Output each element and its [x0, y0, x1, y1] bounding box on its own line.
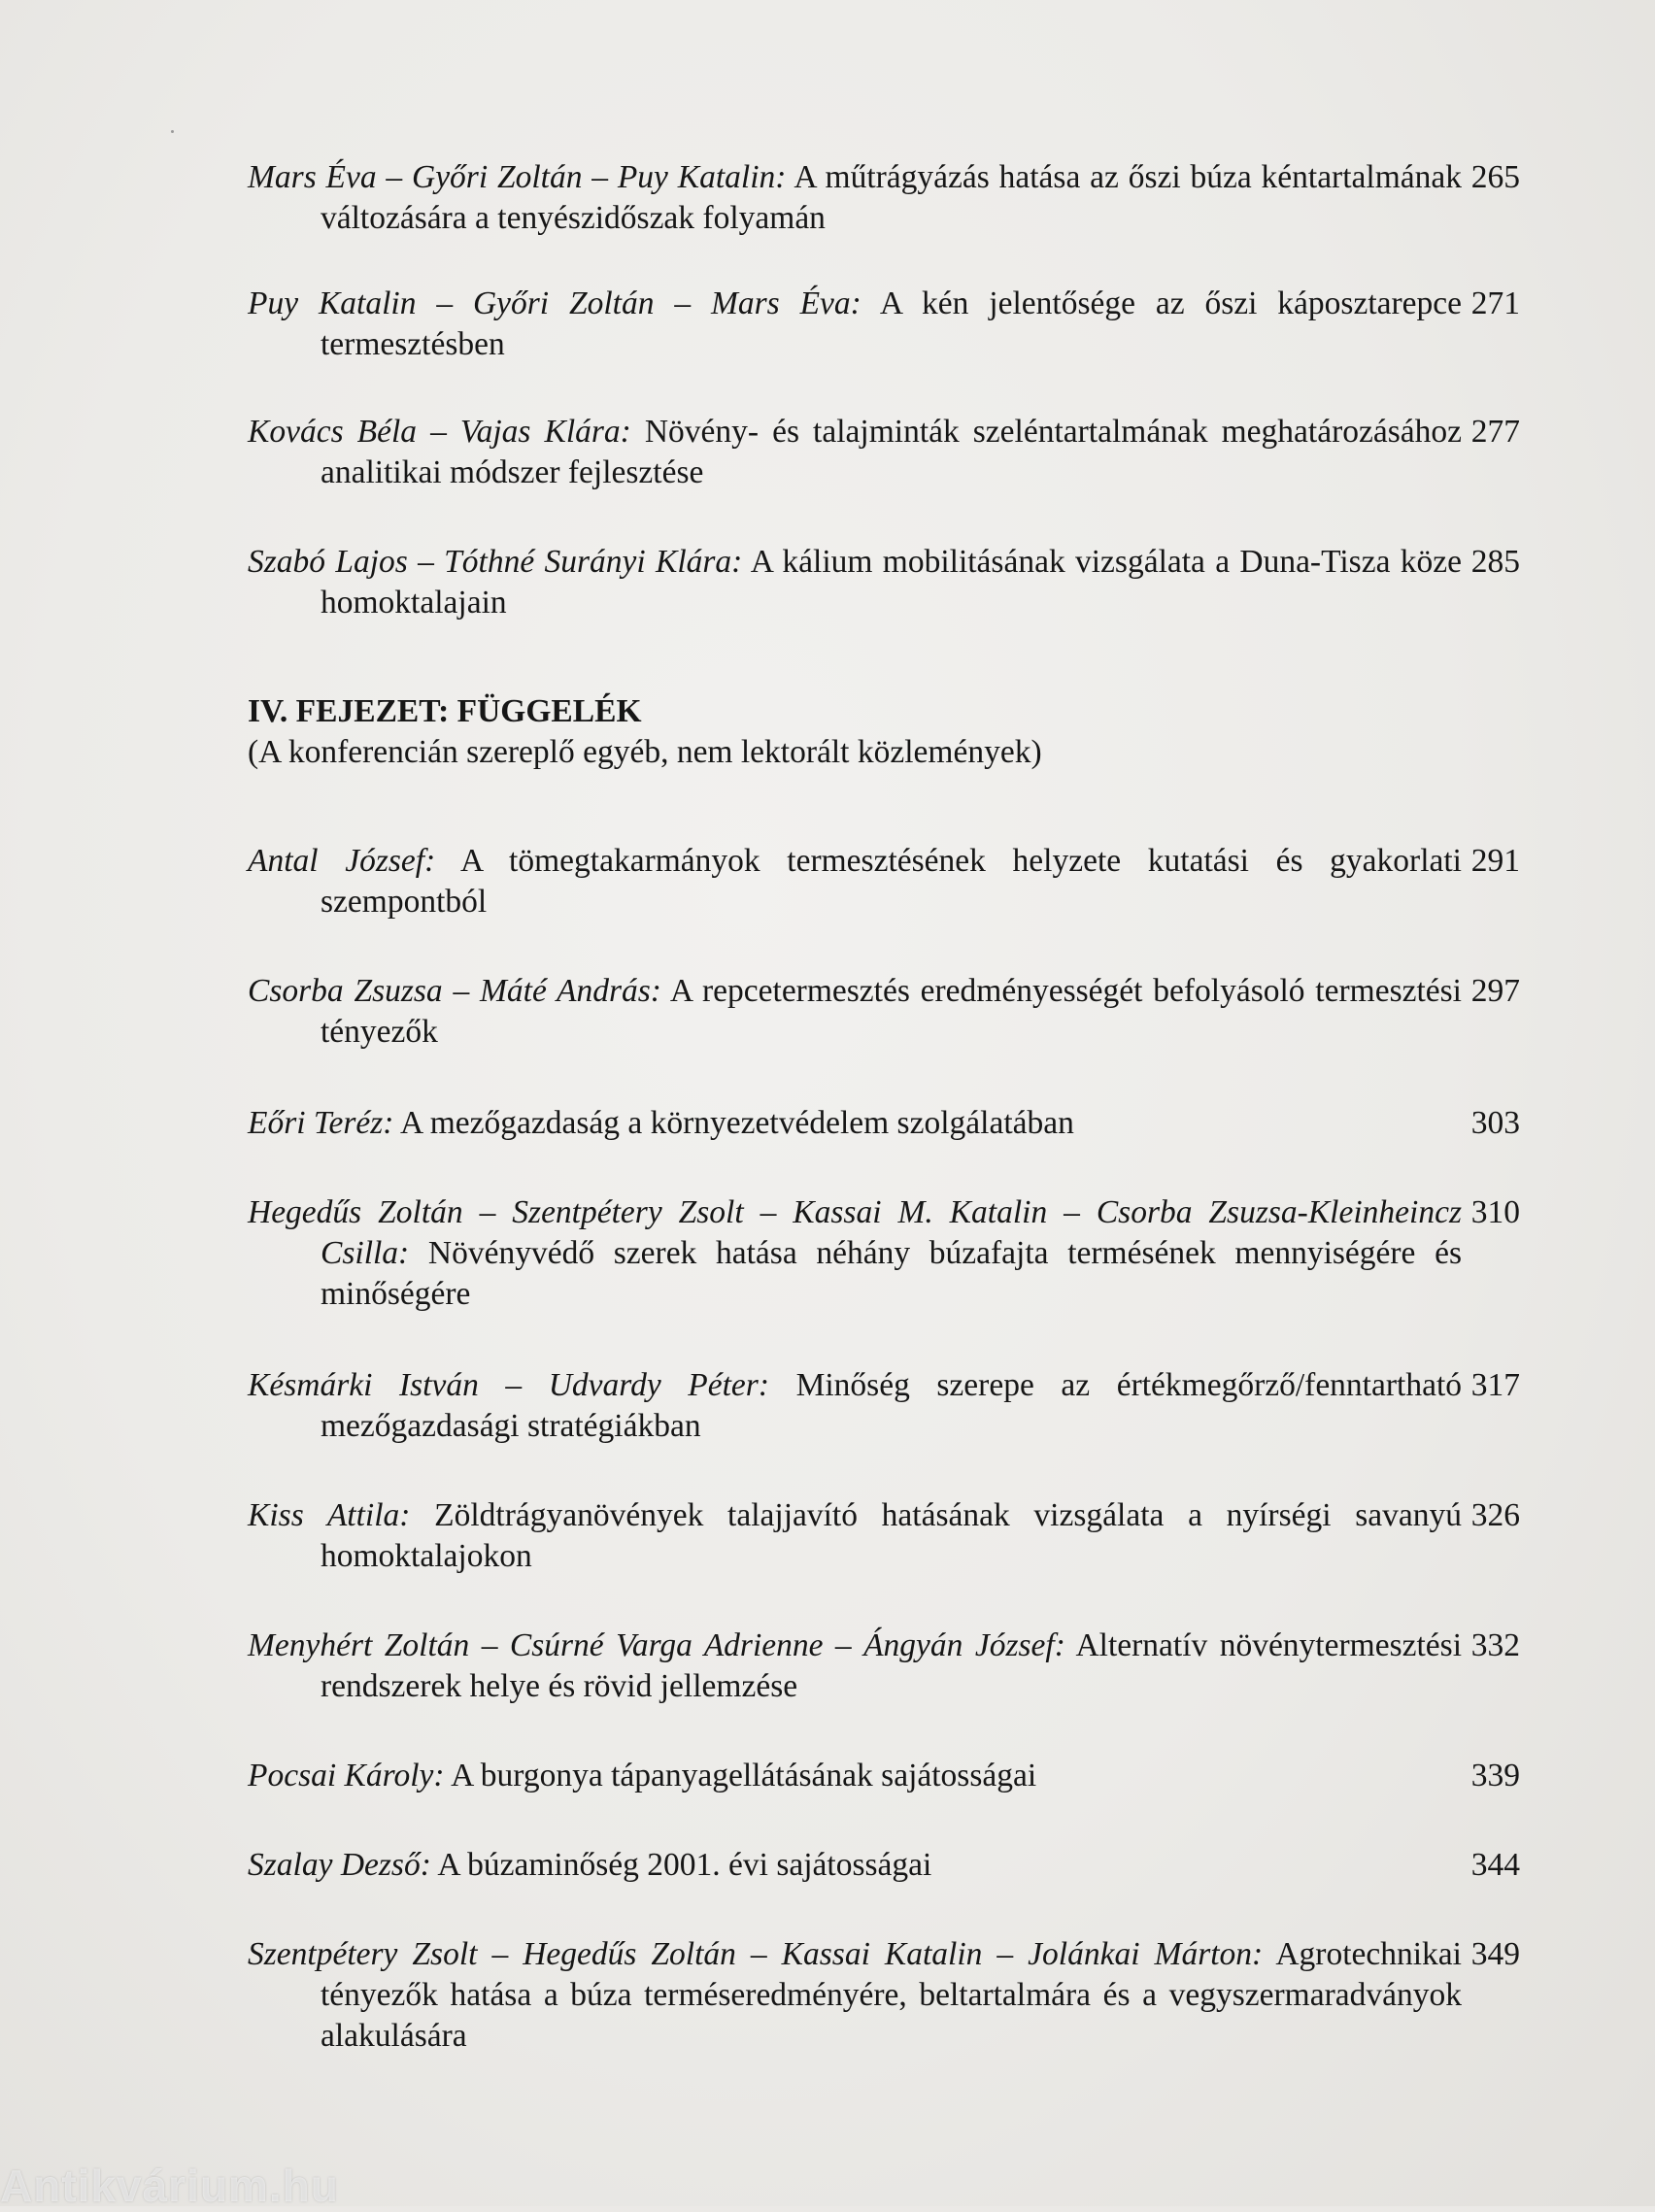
toc-entry-title: A kén jelentősége az őszi káposztarepce termesztésben — [321, 285, 1463, 362]
toc-entry-title: Zöldtrágyanövények talajjavító hatásának vizsgálata a nyírségi savanyú homoktalajokon — [321, 1497, 1463, 1574]
toc-entry — [248, 1103, 1520, 1144]
toc-entry-page: 271 — [1470, 285, 1520, 321]
toc-entry — [248, 1625, 1520, 1707]
toc-entry-text — [248, 1625, 1462, 1707]
toc-entry-title: A burgonya tápanyagellátásának sajátosságai — [451, 1758, 1037, 1793]
toc-entry-text — [248, 1192, 1462, 1315]
toc-entry-title: A tömegtakarmányok termesztésének helyzete kutatási és gyakorlati szempontból — [321, 843, 1462, 920]
toc-entry-page: 291 — [1470, 843, 1520, 879]
toc-entry-text — [248, 1103, 1462, 1144]
toc-entry-title: Minőség szerepe az értékmegőrző/fenntartható mezőgazdasági stratégiákban — [321, 1367, 1463, 1444]
toc-entry-page: 303 — [1470, 1105, 1520, 1141]
toc-entry-page: 326 — [1470, 1497, 1520, 1533]
toc-entry-text — [248, 157, 1462, 239]
toc-entry — [248, 1934, 1520, 2057]
toc-entry-authors: Eőri Teréz: — [248, 1105, 394, 1141]
toc-entry — [248, 284, 1520, 365]
toc-entry-title: Agrotechnikai tényezők hatása a búza terméseredményére, beltartalmára és a vegyszermaradványok alakulására — [321, 1936, 1462, 2054]
toc-entry-authors: Puy Katalin – Győri Zoltán – Mars Éva: — [248, 285, 861, 321]
toc-entry-authors: Antal József: — [248, 843, 436, 879]
toc-entry — [248, 157, 1520, 239]
chapter-heading — [248, 691, 1510, 773]
toc-entry — [248, 412, 1520, 493]
toc-entry-title: A repcetermesztés eredményességét befolyásoló termesztési tényezők — [321, 973, 1462, 1050]
toc-entry-authors: Hegedűs Zoltán – Szentpétery Zsolt – Kassai M. Katalin – Csorba Zsuzsa-Kleinheincz Csilla: — [248, 1194, 1462, 1271]
watermark: Antikvárium.hu — [0, 2161, 339, 2211]
toc-entry — [248, 1845, 1520, 1886]
toc-entry — [248, 971, 1520, 1053]
toc-entry-page: 349 — [1470, 1936, 1520, 1972]
toc-entry-text — [248, 971, 1462, 1053]
toc-entry-authors: Csorba Zsuzsa – Máté András: — [248, 973, 661, 1009]
toc-entry — [248, 542, 1520, 623]
toc-entry-title: A műtrágyázás hatása az őszi búza kéntartalmának változására a tenyészidőszak folyamán — [321, 159, 1462, 236]
toc-entry-title: Növény- és talajminták szeléntartalmának meghatározásához analitikai módszer fejlesztése — [321, 414, 1463, 490]
toc-entry-authors: Kiss Attila: — [248, 1497, 411, 1533]
toc-entry-page: 297 — [1470, 973, 1520, 1009]
toc-entry-page: 317 — [1470, 1367, 1520, 1403]
toc-entry-text — [248, 1495, 1462, 1577]
toc-entry-title: Alternatív növénytermesztési rendszerek helye és rövid jellemzése — [321, 1627, 1462, 1704]
chapter-subtitle: (A konferencián szereplő egyéb, nem lektorált közlemények) — [248, 734, 1042, 770]
toc-entry-title: A búzaminőség 2001. évi sajátosságai — [437, 1847, 932, 1883]
toc-entry-page: 277 — [1470, 414, 1520, 450]
toc-entry-page: 339 — [1470, 1758, 1520, 1793]
toc-entry-title: A kálium mobilitásának vizsgálata a Duna-Tisza köze homoktalajain — [321, 544, 1462, 620]
toc-entry-text — [248, 1934, 1462, 2057]
toc-entry-authors: Szentpétery Zsolt – Hegedűs Zoltán – Kassai Katalin – Jolánkai Márton: — [248, 1936, 1264, 1972]
toc-entry-text — [248, 542, 1462, 623]
toc-entry-page: 265 — [1470, 159, 1520, 195]
toc-entry-authors: Pocsai Károly: — [248, 1758, 445, 1793]
toc-entry-authors: Szabó Lajos – Tóthné Surányi Klára: — [248, 544, 743, 580]
toc-entry-page: 310 — [1470, 1194, 1520, 1230]
chapter-title: IV. FEJEZET: FÜGGELÉK — [248, 693, 642, 729]
toc-entry-authors: Kovács Béla – Vajas Klára: — [248, 414, 631, 450]
toc-entry-authors: Menyhért Zoltán – Csúrné Varga Adrienne – Ángyán József: — [248, 1627, 1065, 1663]
toc-entry-text — [248, 412, 1462, 493]
toc-entry — [248, 1192, 1520, 1315]
toc-entry — [248, 1756, 1520, 1796]
toc-entry-title: Növényvédő szerek hatása néhány búzafajta termésének mennyiségére és minőségére — [321, 1235, 1463, 1312]
toc-entry-title: A mezőgazdaság a környezetvédelem szolgálatában — [400, 1105, 1074, 1141]
toc-entry-authors: Szalay Dezső: — [248, 1847, 431, 1883]
toc-entry — [248, 841, 1520, 922]
toc-entry — [248, 1495, 1520, 1577]
toc-entry-authors: Késmárki István – Udvardy Péter: — [248, 1367, 769, 1403]
toc-entry — [248, 1365, 1520, 1447]
toc-entry-text — [248, 841, 1462, 922]
toc-entry-text — [248, 1365, 1462, 1447]
toc-entry-text — [248, 1845, 1462, 1886]
toc-entry-page: 285 — [1470, 544, 1520, 580]
toc-entry-text — [248, 1756, 1462, 1796]
toc-entry-authors: Mars Éva – Győri Zoltán – Puy Katalin: — [248, 159, 787, 195]
toc-entry-text — [248, 284, 1462, 365]
toc-entry-page: 344 — [1470, 1847, 1520, 1883]
toc-entry-page: 332 — [1470, 1627, 1520, 1663]
